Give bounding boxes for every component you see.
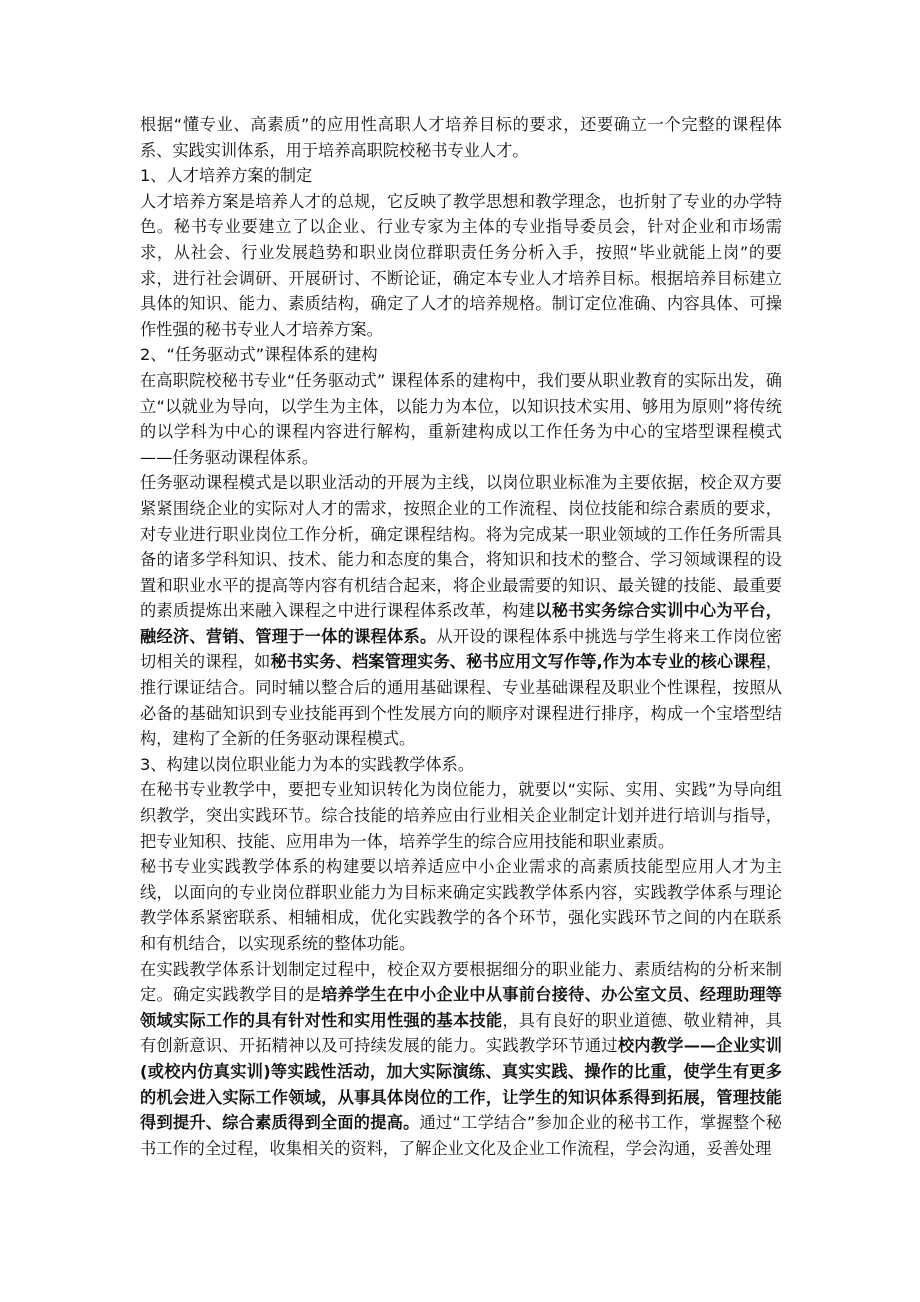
text-run: 1、人才培养方案的制定 [140, 166, 313, 186]
section-heading [140, 342, 782, 368]
emphasis-text: 秘书实务、档案管理实务、秘书应用文写作等,作为本专业的核心课程 [270, 652, 766, 672]
document-body [140, 112, 782, 1161]
body-paragraph [140, 112, 782, 163]
emphasis-text: 以秘书实务综合实训中心为平台，融经济、营销、管理于一体的课程体系。 [140, 601, 782, 646]
text-run: 从开设的课程体系中挑选与学生将来工作岗位密切相关的课程，如 [140, 626, 782, 672]
section-heading [140, 163, 782, 189]
text-run: 秘书专业实践教学体系的构建要以培养适应中小企业需求的高素质技能型应用人才为主线，以面向的专业岗位群职业能力为目标来确定实践教学体系内容，实践教学体系与理论教学体系紧密联系、相辅相成，优化实践教学的各个环节，强化实践环节之间的内在联系和有机结合，以实现系统的整体功能。 [140, 857, 782, 953]
text-run: ，具有良好的职业道德、敬业精神，具有创新意识、开拓精神以及可持续发展的能力。实践教学环节通过 [140, 1010, 782, 1056]
text-run: 任务驱动课程模式是以职业活动的开展为主线，以岗位职业标准为主要依据，校企双方要紧紧围绕企业的实际对人才的需求，按照企业的工作流程、岗位技能和综合素质的要求，对专业进行职业岗位工作分析，确定课程结构。将为完成某一职业领域的工作任务所需具备的诸多学科知识、技术、能力和态度的集合，将知识和技术的整合、学习领域课程的设置和职业水平的提高等内容有机结合起来，将企业最需要的知识、最关键的技能、最重要的素质提炼出来融入课程之中进行课程体系改革，构建 [140, 473, 782, 621]
text-run: 2、“任务驱动式”课程体系的建构 [140, 345, 378, 365]
body-paragraph [140, 957, 782, 1162]
text-run: 在实践教学体系计划制定过程中，校企双方要根据细分的职业能力、素质结构的分析来制定。确定实践教学目的是 [140, 959, 782, 1005]
body-paragraph [140, 368, 782, 470]
text-run: 在高职院校秘书专业“任务驱动式” 课程体系的建构中，我们要从职业教育的实际出发，确立“以就业为导向，以学生为主体，以能力为本位，以知识技术实用、够用为原则”将传统的以学科为中心的课程内容进行解构，重新建构成以工作任务为中心的宝塔型课程模式——任务驱动课程体系。 [140, 370, 782, 467]
body-paragraph [140, 777, 782, 854]
text-run: 3、构建以岗位职业能力为本的实践教学体系。 [140, 754, 475, 774]
text-run: 通过“工学结合”参加企业的秘书工作，掌握整个秘书工作的全过程，收集相关的资料，了解企业文化及企业工作流程，学会沟通，妥善处理 [140, 1113, 782, 1158]
text-run: ，推行课证结合。同时辅以整合后的通用基础课程、专业基础课程及职业个性课程，按照从必备的基础知识到专业技能再到个性发展方向的顺序对课程进行排序，构成一个宝塔型结构，建构了全新的任务驱动课程模式。 [140, 652, 782, 749]
section-heading [140, 752, 782, 778]
body-paragraph [140, 470, 782, 752]
text-run: 根据“懂专业、高素质”的应用性高职人才培养目标的要求，还要确立一个完整的课程体系、实践实训体系，用于培养高职院校秘书专业人才。 [140, 115, 782, 160]
emphasis-text: 校内教学——企业实训(或校内仿真实训)等实践性活动，加大实际演练、真实实践、操作的比重，使学生有更多的机会进入实际工作领域，从事具体岗位的工作，让学生的知识体系得到拓展，管理技能得到提升、综合素质得到全面的提高。 [140, 1036, 782, 1133]
text-run: 人才培养方案是培养人才的总规，它反映了教学思想和教学理念，也折射了专业的办学特色。秘书专业要建立了以企业、行业专家为主体的专业指导委员会，针对企业和市场需求，从社会、行业发展趋势和职业岗位群职责任务分析入手，按照“毕业就能上岗”的要求，进行社会调研、开展研讨、不断论证，确定本专业人才培养目标。根据培养目标建立具体的知识、能力、素质结构，确定了人才的培养规格。制订定位准确、内容具体、可操作性强的秘书专业人才培养方案。 [140, 191, 782, 339]
body-paragraph [140, 854, 782, 956]
body-paragraph [140, 189, 782, 343]
emphasis-text: 培养学生在中小企业中从事前台接待、办公室文员、经理助理等领域实际工作的具有针对性和实用性强的基本技能 [140, 985, 782, 1030]
text-run: 在秘书专业教学中，要把专业知识转化为岗位能力，就要以“实际、实用、实践”为导向组织教学，突出实践环节。综合技能的培养应由行业相关企业制定计划并进行培训与指导，把专业知积、技能、应用串为一体，培养学生的综合应用技能和职业素质。 [140, 780, 782, 851]
